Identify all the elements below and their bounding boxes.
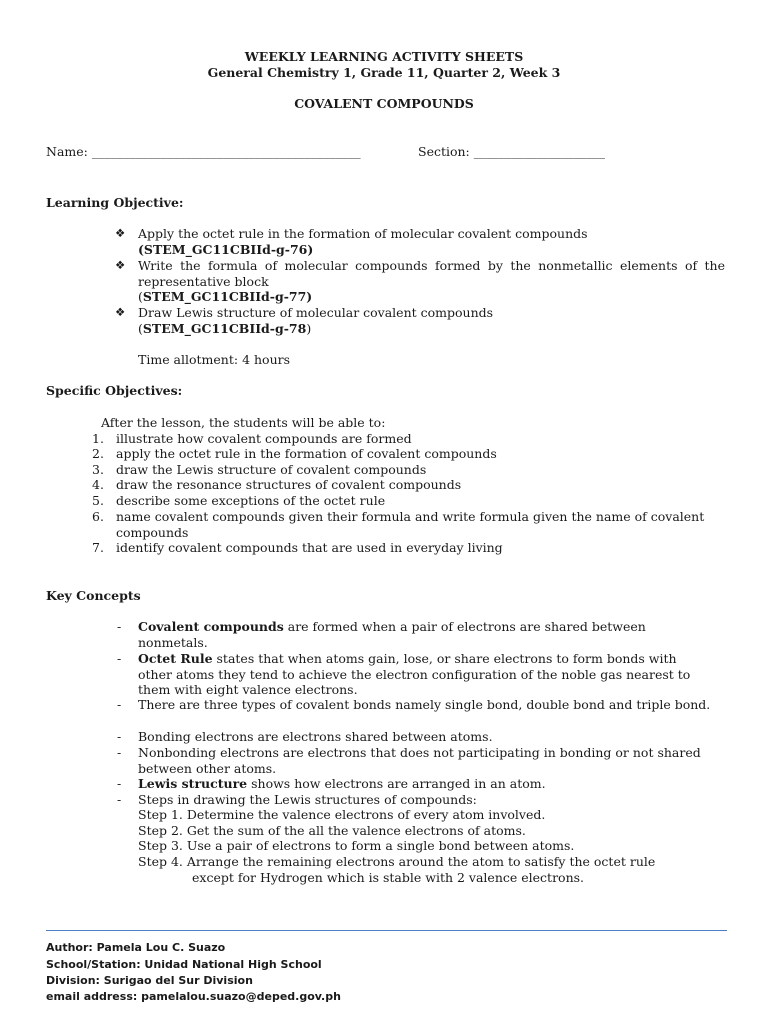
concept-text: are formed when a pair of electrons are shared between nonmetals. bbox=[138, 619, 646, 650]
concept-text: There are three types of covalent bonds namely single bond, double bond and triple bond. bbox=[138, 697, 711, 712]
section-field[interactable] bbox=[418, 144, 605, 159]
lewis-step: Step 1. Determine the valence electrons of every atom involved. bbox=[138, 807, 546, 822]
key-concepts-heading: Key Concepts bbox=[46, 588, 141, 603]
section-blank: _____________________ bbox=[473, 144, 606, 159]
objective-item bbox=[115, 226, 725, 257]
document-title: COVALENT COMPOUNDS bbox=[294, 96, 474, 111]
footer-division: Division: Surigao del Sur Division bbox=[46, 974, 253, 987]
time-allotment: Time allotment: 4 hours bbox=[138, 352, 291, 367]
name-field[interactable] bbox=[46, 144, 361, 159]
concept-term: Octet Rule bbox=[138, 651, 213, 666]
header-line1: WEEKLY LEARNING ACTIVITY SHEETS bbox=[244, 49, 524, 64]
lewis-step: Step 3. Use a pair of electrons to form a single bond between atoms. bbox=[138, 838, 575, 853]
list-item: 7. identify covalent compounds that are used in everyday living bbox=[92, 540, 503, 555]
footer-divider bbox=[46, 930, 727, 931]
objective-code: STEM_GC11CBIId-g-77) bbox=[142, 289, 313, 304]
list-item-text: draw the Lewis structure of covalent compounds bbox=[116, 462, 427, 477]
list-item-text: identify covalent compounds that are used in everyday living bbox=[116, 540, 503, 555]
list-item: 6. name covalent compounds given their formula and write formula given the name of covalent compounds bbox=[92, 509, 712, 540]
concept-item: - Lewis structure shows how electrons are arranged in an atom. bbox=[117, 776, 546, 791]
objective-item bbox=[115, 305, 725, 336]
concept-item: - Steps in drawing the Lewis structures of compounds: bbox=[117, 792, 477, 807]
footer-email: email address: pamelalou.suazo@deped.gov.ph bbox=[46, 990, 341, 1003]
list-item-text: draw the resonance structures of covalent compounds bbox=[116, 477, 462, 492]
lewis-step: Step 4. Arrange the remaining electrons around the atom to satisfy the octet rule bbox=[138, 854, 656, 869]
list-item: 5. describe some exceptions of the octet rule bbox=[92, 493, 386, 508]
concept-item: - Nonbonding electrons are electrons that does not participating in bonding or not shared between other atoms. bbox=[117, 745, 701, 776]
lewis-step-continuation: except for Hydrogen which is stable with 2 valence electrons. bbox=[192, 870, 585, 885]
list-item: 1. illustrate how covalent compounds are formed bbox=[92, 431, 412, 446]
learning-objective-heading: Learning Objective: bbox=[46, 195, 184, 210]
list-item: 3. draw the Lewis structure of covalent compounds bbox=[92, 462, 427, 477]
concept-item: - Bonding electrons are electrons shared between atoms. bbox=[117, 729, 493, 744]
concept-text: Bonding electrons are electrons shared between atoms. bbox=[138, 729, 493, 744]
list-item: 4. draw the resonance structures of covalent compounds bbox=[92, 477, 462, 492]
objective-code-paren: ) bbox=[306, 320, 312, 336]
name-blank: ___________________________________________ bbox=[91, 144, 361, 159]
objective-text: Draw Lewis structure of molecular covalent compounds bbox=[138, 305, 494, 320]
footer-school: School/Station: Unidad National High School bbox=[46, 958, 322, 971]
objective-code-paren: ( bbox=[138, 289, 143, 304]
objective-text: Write the formula of molecular compounds formed by the nonmetallic elements of the representative block bbox=[138, 258, 725, 289]
concept-term: Covalent compounds bbox=[138, 619, 284, 634]
name-label: Name: bbox=[46, 144, 88, 159]
diamond-bullet-icon: ❖ bbox=[115, 226, 126, 240]
concept-text: shows how electrons are arranged in an atom. bbox=[247, 776, 546, 791]
concept-text: Nonbonding electrons are electrons that does not participating in bonding or not shared between other atoms. bbox=[138, 745, 701, 776]
list-item-text: illustrate how covalent compounds are formed bbox=[116, 431, 412, 446]
objective-code: (STEM_GC11CBIId-g-76) bbox=[138, 241, 314, 257]
objective-code-paren: ( bbox=[138, 320, 143, 336]
header-line2: General Chemistry 1, Grade 11, Quarter 2, Week 3 bbox=[207, 65, 561, 80]
concept-text: states that when atoms gain, lose, or share electrons to form bonds with other atoms they tend to achieve the electron configuration of the noble gas nearest to them with eight valence electrons. bbox=[138, 651, 691, 697]
diamond-bullet-icon: ❖ bbox=[115, 305, 126, 319]
list-item-text: describe some exceptions of the octet rule bbox=[116, 493, 386, 508]
list-item-text: apply the octet rule in the formation of covalent compounds bbox=[116, 446, 497, 461]
concept-item: - There are three types of covalent bonds namely single bond, double bond and triple bond. bbox=[117, 697, 711, 712]
objective-text: Apply the octet rule in the formation of molecular covalent compounds bbox=[138, 226, 588, 241]
concept-item: - Covalent compounds are formed when a pair of electrons are shared between nonmetals. bbox=[117, 619, 646, 650]
diamond-bullet-icon: ❖ bbox=[115, 258, 126, 272]
objective-item bbox=[115, 258, 725, 305]
section-label: Section: bbox=[418, 144, 470, 159]
specific-objectives-heading: Specific Objectives: bbox=[46, 383, 183, 398]
objective-code: STEM_GC11CBIId-g-78 bbox=[142, 320, 307, 336]
concept-term: Lewis structure bbox=[138, 776, 248, 791]
list-item-text: name covalent compounds given their formula and write formula given the name of covalent compounds bbox=[116, 509, 705, 540]
concept-item: - Octet Rule states that when atoms gain, lose, or share electrons to form bonds with other atoms they tend to achieve the electron configuration of the noble gas nearest to them with eight valence electrons. bbox=[117, 651, 691, 697]
lewis-step: Step 2. Get the sum of the all the valence electrons of atoms. bbox=[138, 823, 526, 838]
footer-author: Author: Pamela Lou C. Suazo bbox=[46, 941, 226, 954]
specific-objectives-intro: After the lesson, the students will be able to: bbox=[101, 415, 386, 430]
concept-text: Steps in drawing the Lewis structures of compounds: bbox=[138, 792, 477, 807]
list-item: 2. apply the octet rule in the formation of covalent compounds bbox=[92, 446, 497, 461]
